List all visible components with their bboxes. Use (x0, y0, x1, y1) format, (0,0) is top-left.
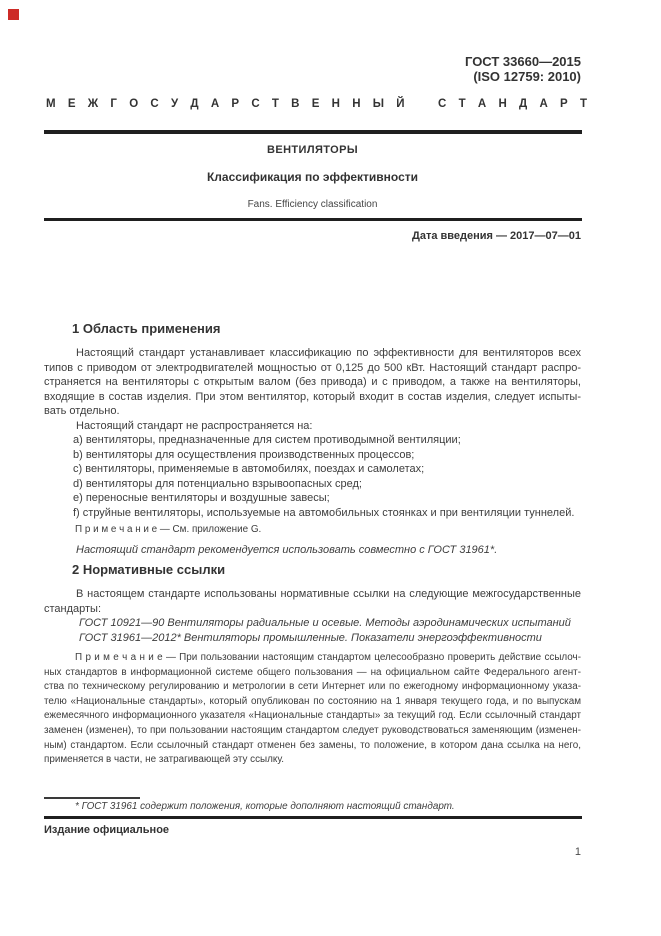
doc-number: ГОСТ 33660—2015 (465, 54, 581, 69)
section-1-note: П р и м е ч а н и е — См. приложение G. (75, 524, 262, 535)
edition-label: Издание официальное (44, 824, 170, 836)
section-2-references: ГОСТ 10921—90 Вентиляторы радиальные и осевые. Методы аэродинамических испытаний ГОСТ 31961—2012* Вентиляторы промышленные. Показатели энергоэффективности (79, 617, 571, 644)
title-rule (44, 218, 582, 221)
standard-type-row: М Е Ж Г О С У Д А Р С Т В Е Н Н Ы Й С Т А Н Д А Р Т (46, 98, 587, 110)
effective-date: Дата введения — 2017—07—01 (412, 230, 581, 242)
section-2-heading: 2 Нормативные ссылки (72, 562, 226, 577)
doc-title-en: Fans. Efficiency classification (247, 199, 378, 210)
red-corner-marker (8, 9, 19, 20)
footer-rule (44, 816, 582, 819)
page-number: 1 (574, 846, 581, 858)
footnote-text: * ГОСТ 31961 содержит положения, которые дополняют настоящий стандарт. (75, 801, 455, 812)
section-1-exclusion-list: a) вентиляторы, предназначенные для систем противодымной вентиляции; b) вентиляторы для осуществления производственных процессов; c) вентиляторы, применяемые в автомобилях, поездах и самолетах; d) вентиляторы для потенциально взрывоопасных сред; e) переносные вентиляторы и воздушные завесы; f) струйные вентиляторы, используемые на автомобильных стоянках и при вентиляции туннелей. (73, 434, 575, 519)
section-2-note: П р и м е ч а н и е — При пользовании настоящим стандартом целесообразно проверить действие ссылоч- ных стандартов в информационной системе общего пользования — на официальном сайте Федерального агент- ства по техническому регулированию и метрологии в сети Интернет или по ежегодному информационному указа- телю «Национальные стандарты», который опубликован по состоянию на 1 января текущего года, и по выпускам ежемесячного информационного указателя «Национальные стандарты» за текущий год. Если ссылочный стандарт заменен (изменен), то при пользовании настоящим стандартом следует руководствоваться заменяющим (изменен- ным) стандартом. Если ссылочный стандарт отменен без замены, то положение, в котором дана ссылка на него, применяется в части, не затрагивающей эту ссылку. (44, 652, 581, 766)
section-2-paragraph-1: В настоящем стандарте использованы нормативные ссылки на следующие межгосударственные стандарты: (44, 588, 581, 615)
footnote-rule (44, 797, 140, 799)
doc-iso-reference: (ISO 12759: 2010) (473, 69, 581, 85)
header-rule (44, 130, 582, 134)
doc-header-number-block (244, 54, 581, 84)
section-1-recommendation: Настоящий стандарт рекомендуется использовать совместно с ГОСТ 31961*. (76, 544, 498, 556)
doc-subtitle-ru: Классификация по эффективности (206, 170, 419, 184)
section-1-paragraph-2: Настоящий стандарт не распространяется на: (76, 420, 313, 432)
section-1-heading: 1 Область применения (72, 321, 221, 336)
section-1-paragraph-1: Настоящий стандарт устанавливает классификацию по эффективности для вентиляторов всех типов с приводом от электродвигателей мощностью от 0,125 до 500 кВт. Настоящий стандарт распро- страняется на вентиляторы с открытым валом (без привода) и с приводом, а также на вентиляторы, входящие в состав изделия. При этом вентилятор, который входит в состав изделия, следует испыты- вать отдельно. (44, 347, 581, 418)
doc-title-ru: ВЕНТИЛЯТОРЫ (267, 144, 358, 156)
